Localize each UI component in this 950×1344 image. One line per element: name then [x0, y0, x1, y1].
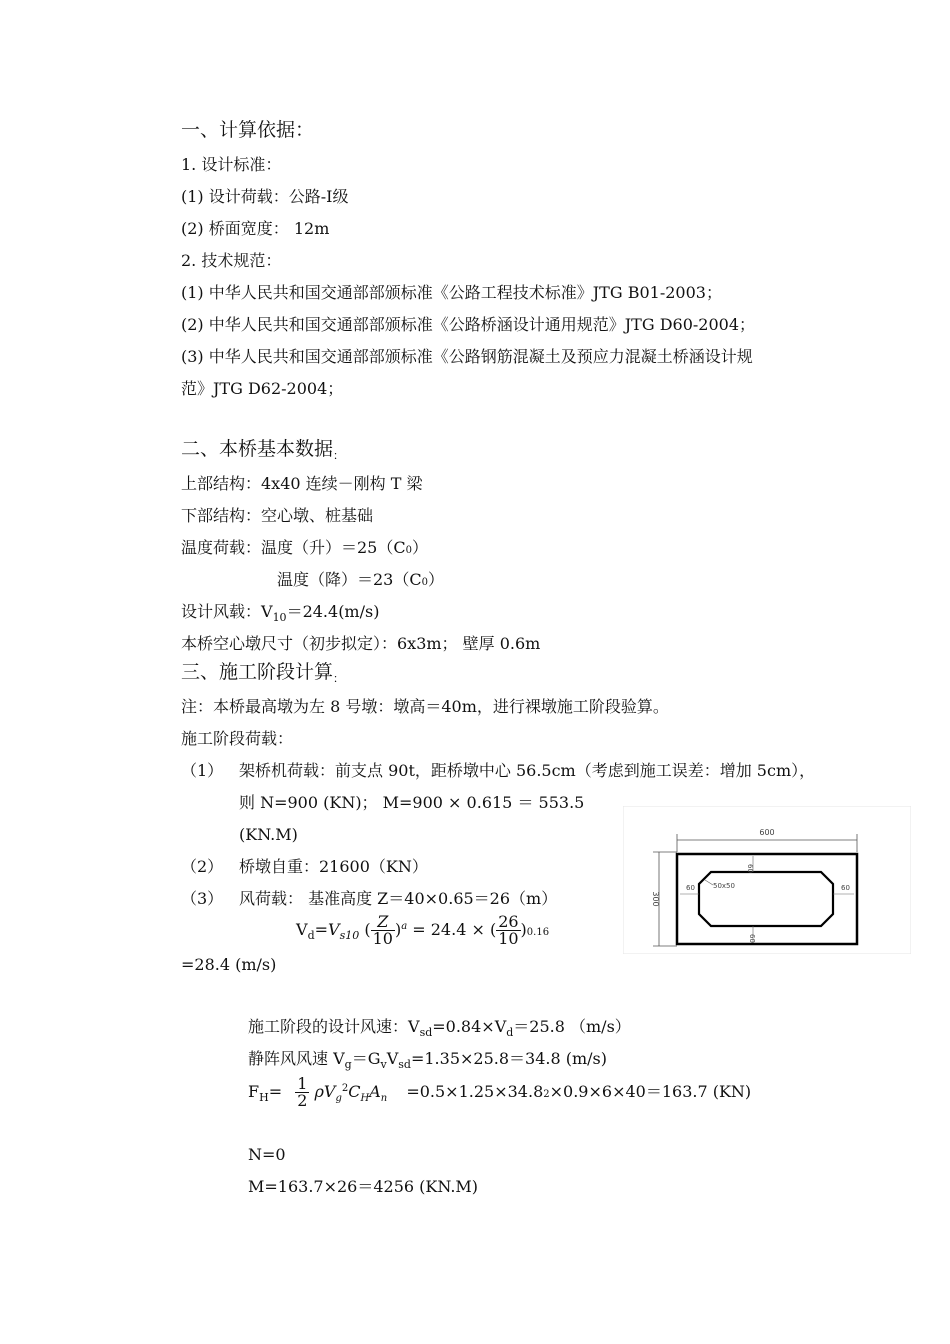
n-zero: N=0: [248, 1145, 286, 1164]
loads-title: 施工阶段荷载：: [181, 729, 294, 748]
wind-label: 设计风载：V: [181, 602, 273, 621]
section2-heading-text: 二、本桥基本数据: [181, 438, 334, 460]
width-dim-label: 600: [759, 828, 775, 837]
fh-sub: H: [259, 1091, 269, 1104]
temperature-fall: [277, 570, 444, 593]
substructure: 下部结构：空心墩、桩基础: [181, 506, 374, 525]
vd-formula: $V_d=V_{s10}$ ( $\frac{Z}{10}$ )$^a$ = 24.4 × ( $\frac{26}{10}$ )0.16: [296, 912, 550, 948]
section3-heading-text: 三、施工阶段计算: [181, 661, 334, 683]
fh-value-sup: 2: [543, 1089, 550, 1100]
design-standard-title: 1. 设计标准：: [181, 155, 282, 174]
section3-heading-mark: ：: [333, 672, 345, 685]
design-wind: [181, 602, 379, 628]
bottom-wall-label: 60: [748, 934, 756, 943]
load2-num: （2）: [181, 857, 224, 876]
vsd-line: [248, 1017, 631, 1043]
vd-fraction-2: [496, 914, 520, 947]
fh-a: A: [369, 1082, 381, 1101]
fh-label: F: [248, 1082, 260, 1101]
vg-end: =1.35×25.8＝34.8 (m/s): [410, 1049, 608, 1068]
spec-item-2: (2) 中华人民共和国交通部部颁标准《公路桥涵设计通用规范》JTG D60-2004；: [181, 315, 756, 334]
chamfer-label: 50x50: [713, 882, 735, 890]
pier-size: 本桥空心墩尺寸（初步拟定）：6x3m； 壁厚 0.6m: [181, 634, 541, 653]
wind-sub: 10: [272, 611, 287, 624]
vd-frac2-den: 10: [498, 929, 519, 948]
load3-text: 风荷载： 基准高度 Z＝40×0.65＝26（m）: [239, 889, 558, 908]
vd-prefix: V: [296, 920, 308, 939]
load2-text: 桥墩自重：21600（KN）: [239, 857, 428, 876]
vd-result: =28.4 (m/s): [181, 955, 277, 974]
fh-line: [248, 1072, 751, 1116]
fh-value-b: ×0.9×6×40＝163.7 (KN): [549, 1082, 752, 1101]
temp-rise-sup: 0: [405, 545, 412, 556]
fh-sq: 2: [341, 1083, 349, 1094]
height-dim-label: 300: [651, 891, 660, 907]
fh-rho: ρV: [314, 1082, 336, 1101]
deck-width: (2) 桥面宽度： 12m: [181, 219, 330, 238]
vsd-end: ＝25.8 （m/s）: [513, 1017, 631, 1036]
load1-unit: (KN.M): [239, 825, 298, 844]
fh-frac-den: 2: [297, 1091, 308, 1110]
spec-item-3a: (3) 中华人民共和国交通部部颁标准《公路钢筋混凝土及预应力混凝土桥涵设计规: [181, 347, 753, 366]
temp-rise-text: 温度荷载：温度（升）＝25（C: [181, 538, 406, 557]
fh-g: g: [335, 1093, 342, 1104]
vd-sub: d: [307, 929, 315, 942]
vsd-sub2: d: [506, 1026, 514, 1039]
vsd-text: 施工阶段的设计风速：V: [248, 1017, 420, 1036]
pier-section-figure: [623, 806, 911, 954]
top-wall-label: 60: [746, 864, 754, 873]
vsd-mid: =0.84×V: [432, 1017, 507, 1036]
vd-eq-sub: s10: [339, 929, 360, 942]
fh-n: n: [380, 1093, 388, 1104]
temperature-rise: [181, 538, 428, 561]
spec-item-1: (1) 中华人民共和国交通部部颁标准《公路工程技术标准》JTG B01-2003；: [181, 283, 722, 302]
left-wall-label: 60: [686, 884, 695, 892]
right-wall-label: 60: [841, 884, 850, 892]
load3-num: （3）: [181, 889, 224, 908]
vd-frac2-num: 26: [498, 912, 519, 931]
vg-mid2: V: [386, 1049, 399, 1068]
vd-frac-num: Z: [371, 914, 395, 931]
fh-H: H: [360, 1093, 370, 1104]
vd-fraction: [371, 914, 395, 947]
vd-frac-den: 10: [372, 929, 393, 948]
temp-rise-end: ）: [411, 538, 428, 557]
vg-sub: g: [344, 1058, 352, 1071]
note: 注：本桥最高墩为左 8 号墩：墩高＝40m，进行裸墩施工阶段验算。: [181, 697, 669, 716]
superstructure: 上部结构：4x40 连续－刚构 T 梁: [181, 474, 423, 493]
vd-eq: =V: [314, 920, 340, 939]
vsd-sub: sd: [419, 1026, 433, 1039]
vd-mid: = 24.4 × (: [412, 920, 497, 939]
spec-item-3b: 范》JTG D62-2004；: [181, 379, 344, 398]
tech-spec-title: 2. 技术规范：: [181, 251, 282, 270]
moment-result: M=163.7×26＝4256 (KN.M): [248, 1177, 479, 1196]
fh-eq: =: [268, 1082, 283, 1101]
load1-text: 架桥机荷载：前支点 90t，距桥墩中心 56.5cm（考虑到施工误差：增加 5cm），: [239, 761, 816, 780]
section2-heading: [181, 437, 344, 468]
load1-num: （1）: [181, 761, 224, 780]
load1-calc: 则 N=900 (KN)； M=900 × 0.615 ＝ 553.5: [239, 793, 585, 812]
vg-text: 静阵风风速 V: [248, 1049, 345, 1068]
vg-mid: ＝G: [351, 1049, 381, 1068]
section2-heading-mark: ：: [333, 449, 345, 462]
temp-fall-sup: 0: [421, 577, 428, 588]
temp-fall-text: 温度（降）＝23（C: [277, 570, 422, 589]
fh-value-a: =0.5×1.25×34.8: [406, 1082, 544, 1101]
temp-fall-end: ）: [427, 570, 444, 589]
vg-sub2: v: [380, 1058, 387, 1071]
vd-exp2: 0.16: [526, 927, 550, 938]
section3-heading: [181, 660, 344, 691]
fh-frac-num: 1: [297, 1074, 308, 1093]
design-load: (1) 设计荷载：公路-Ⅰ级: [181, 187, 349, 206]
vg-sub3: sd: [398, 1058, 411, 1071]
vd-exp: a: [401, 921, 408, 932]
fh-fraction: [295, 1076, 309, 1109]
section1-heading: 一、计算依据：: [181, 119, 315, 141]
fh-c: C: [348, 1082, 361, 1101]
wind-value: ＝24.4(m/s): [286, 602, 380, 621]
